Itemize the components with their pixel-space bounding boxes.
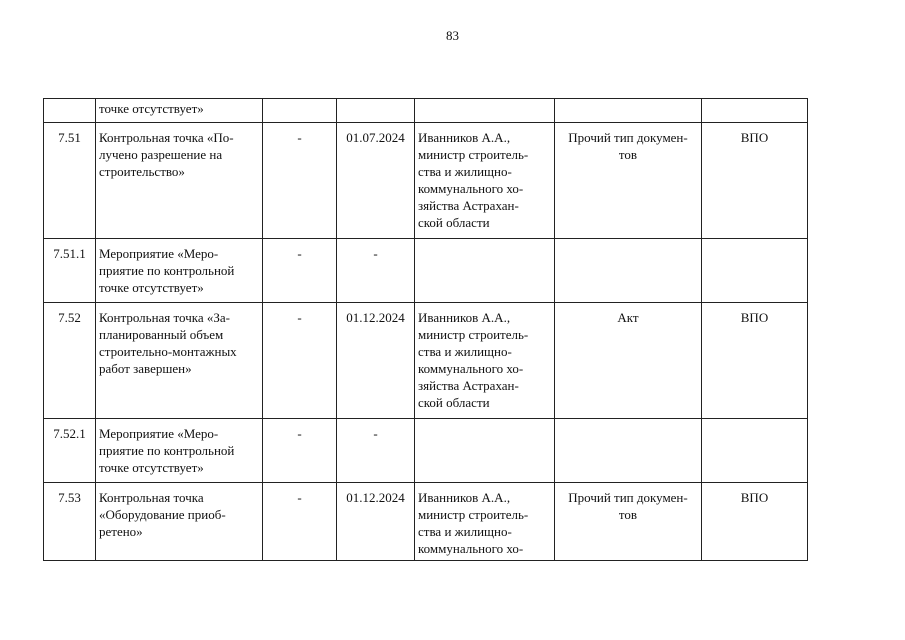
row-date: - [337,419,415,483]
row-responsible [415,239,555,303]
row-number: 7.51.1 [44,239,96,303]
row-system [702,99,808,123]
row-name: Контрольная точка «Оборудование приоб- ретено» [96,483,263,561]
row-name: точке отсутствует» [96,99,263,123]
row-base [263,99,337,123]
row-number: 7.51 [44,123,96,239]
row-responsible: Иванников А.А., министр строитель- ства и жилищно- коммунального хо- зяйства Астрахан- ской области [415,303,555,419]
row-date: 01.07.2024 [337,123,415,239]
row-name: Контрольная точка «За- планированный объем строительно-монтажных работ завершен» [96,303,263,419]
row-responsible [415,99,555,123]
page-number: 83 [446,28,459,43]
row-doc-type: Прочий тип докумен- тов [555,123,702,239]
row-system [702,419,808,483]
table-row [44,123,808,239]
row-responsible: Иванников А.А., министр строитель- ства и жилищно- коммунального хо- [415,483,555,561]
row-number [44,99,96,123]
row-date: 01.12.2024 [337,483,415,561]
table-row [44,239,808,303]
row-base: - [263,483,337,561]
row-name: Контрольная точка «По- лучено разрешение на строительство» [96,123,263,239]
row-number: 7.53 [44,483,96,561]
row-date: 01.12.2024 [337,303,415,419]
row-responsible [415,419,555,483]
row-doc-type [555,419,702,483]
row-date: - [337,239,415,303]
row-base: - [263,123,337,239]
row-date [337,99,415,123]
row-system: ВПО [702,123,808,239]
row-name: Мероприятие «Меро- приятие по контрольной точке отсутствует» [96,419,263,483]
row-base: - [263,419,337,483]
table-row [44,303,808,419]
row-doc-type [555,99,702,123]
control-points-table [43,98,808,561]
row-responsible: Иванников А.А., министр строитель- ства и жилищно- коммунального хо- зяйства Астрахан- ской области [415,123,555,239]
table-row [44,99,808,123]
row-system: ВПО [702,483,808,561]
row-base: - [263,303,337,419]
row-system: ВПО [702,303,808,419]
row-doc-type [555,239,702,303]
row-number: 7.52.1 [44,419,96,483]
table-row [44,483,808,561]
row-base: - [263,239,337,303]
row-doc-type: Акт [555,303,702,419]
row-doc-type: Прочий тип докумен- тов [555,483,702,561]
row-name: Мероприятие «Меро- приятие по контрольной точке отсутствует» [96,239,263,303]
row-number: 7.52 [44,303,96,419]
table-row [44,419,808,483]
row-system [702,239,808,303]
